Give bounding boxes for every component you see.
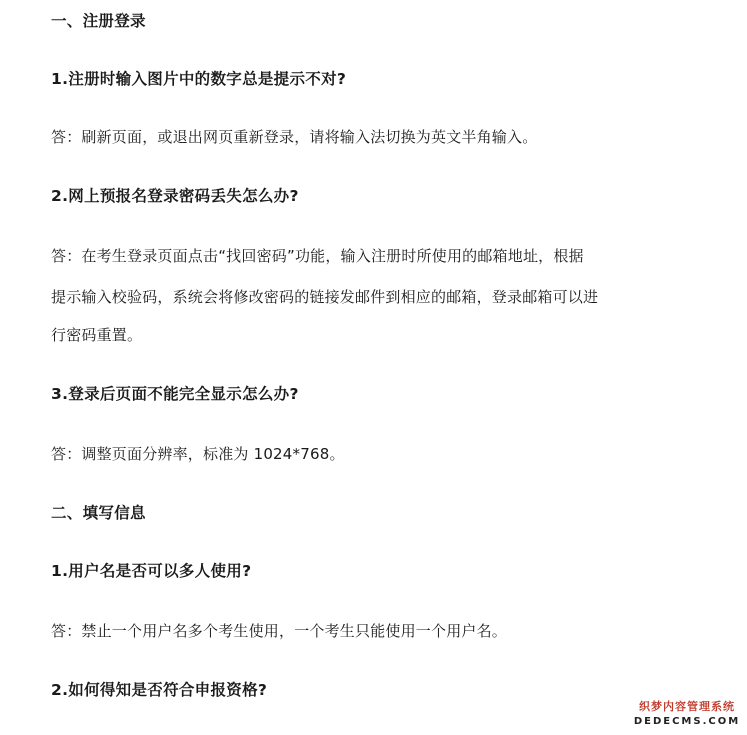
question-1-3: 3.登录后页面不能完全显示怎么办? <box>51 385 299 403</box>
answer-1-2-line-1: 答：在考生登录页面点击“找回密码”功能，输入注册时所使用的邮箱地址，根据 <box>51 247 584 265</box>
answer-1-2-line-3: 行密码重置。 <box>51 326 143 344</box>
watermark-line-1: 织梦内容管理系统 <box>639 700 735 713</box>
section-1-title: 一、注册登录 <box>51 12 146 30</box>
question-2-1: 1.用户名是否可以多人使用? <box>51 562 252 580</box>
dedecms-watermark <box>631 699 743 733</box>
answer-1-3-line-1: 答：调整页面分辨率，标准为 1024*768。 <box>51 445 345 463</box>
question-1-2: 2.网上预报名登录密码丢失怎么办? <box>51 187 299 205</box>
question-2-2: 2.如何得知是否符合申报资格? <box>51 681 268 699</box>
section-2-title: 二、填写信息 <box>51 504 146 522</box>
watermark-line-2: DEDECMS.COM <box>633 716 741 727</box>
answer-1-1-line-1: 答：刷新页面，或退出网页重新登录，请将输入法切换为英文半角输入。 <box>51 128 538 146</box>
answer-1-2-line-2: 提示输入校验码，系统会将修改密码的链接发邮件到相应的邮箱，登录邮箱可以进 <box>51 288 599 306</box>
answer-2-1-line-1: 答：禁止一个用户名多个考生使用，一个考生只能使用一个用户名。 <box>51 622 508 640</box>
question-1-1: 1.注册时输入图片中的数字总是提示不对? <box>51 70 347 88</box>
